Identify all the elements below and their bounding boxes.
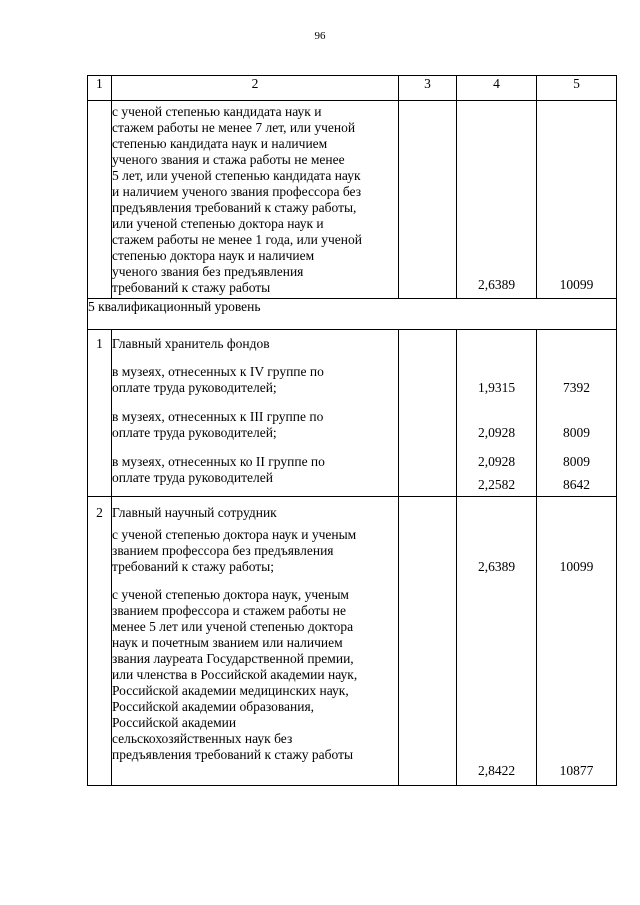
coefficient-value: 1,9315 [477,380,516,395]
header-cell-4: 4 [457,76,537,101]
text-line: званием профессора без предъявления [112,543,334,558]
text-line: званием профессора и стажем работы не [112,603,346,618]
item-title: Главный научный сотрудник [112,505,277,520]
item-description [112,497,399,786]
text-line: Российской академии [112,715,237,730]
text-line: или ученой степенью доктора наук и [112,216,324,231]
text-line: требований к стажу работы; [112,559,274,574]
salary-value: 8009 [563,425,590,440]
coefficient-cell [457,330,537,497]
text-line: или членства в Российской академии наук, [112,667,358,682]
text-line: требований к стажу работы [112,280,271,295]
text-line: степенью кандидата наук и наличием [112,136,328,151]
text-line: с ученой степенью доктора наук и ученым [112,527,357,542]
section-title: 5 квалификационный уровень [88,299,617,330]
text-line: предъявления требований к стажу работы [112,747,354,762]
text-line: стажем работы не менее 1 года, или ученой [112,232,362,247]
item-title: Главный хранитель фондов [112,336,270,351]
salary-value: 7392 [563,380,590,395]
table-row-continuation [88,101,617,299]
continuation-text [112,101,399,299]
text-line: в музеях, отнесенных ко II группе по [112,454,325,469]
text-line: Российской академии образования, [112,699,315,714]
coefficient-cell [457,497,537,786]
text-line: с ученой степенью доктора наук, ученым [112,587,349,602]
coefficient-value: 2,6389 [477,277,516,292]
salary-value: 8009 [563,454,590,469]
text-line: в музеях, отнесенных к IV группе по [112,364,324,379]
text-line: оплате труда руководителей; [112,425,277,440]
coefficient-value: 2,0928 [477,425,516,440]
salary-table [87,75,617,786]
text-line: Российской академии медицинских наук, [112,683,349,698]
salary-value: 10877 [559,763,594,778]
text-line: ученого звания без предъявления [112,264,304,279]
text-line: звания лауреата Государственной премии, [112,651,354,666]
coefficient-value: 2,2582 [477,477,516,492]
text-line: стажем работы не менее 7 лет, или ученой [112,120,356,135]
header-cell-2: 2 [112,76,399,101]
text-line: менее 5 лет или ученой степенью доктора [112,619,354,634]
salary-value: 10099 [559,559,594,574]
text-line: степенью доктора наук и наличием [112,248,315,263]
coefficient-value: 2,8422 [477,763,516,778]
salary-value: 8642 [563,477,590,492]
table-row-item-2 [88,497,617,786]
text-line: в музеях, отнесенных к III группе по [112,409,324,424]
item-number: 1 [88,330,112,497]
text-line: наук и почетным званием или наличием [112,635,343,650]
header-cell-5: 5 [537,76,617,101]
text-line: оплате труда руководителей [112,470,273,485]
salary-cell [537,330,617,497]
text-line: оплате труда руководителей; [112,380,277,395]
text-line: с ученой степенью кандидата наук и [112,104,322,119]
salary-cell [537,101,617,299]
section-row [88,299,617,330]
header-cell-3: 3 [399,76,457,101]
item-description [112,330,399,497]
text-line: сельскохозяйственных наук без [112,731,293,746]
page-number: 96 [314,30,326,42]
coefficient-value: 2,6389 [477,559,516,574]
item-number: 2 [88,497,112,786]
text-line: и наличием ученого звания профессора без [112,184,362,199]
coefficient-cell [457,101,537,299]
text-line: 5 лет, или ученой степенью кандидата наук [112,168,361,183]
salary-value: 10099 [559,277,594,292]
text-line: ученого звания и стажа работы не менее [112,152,345,167]
text-line: предъявления требований к стажу работы, [112,200,357,215]
coefficient-value: 2,0928 [477,454,516,469]
table-row-item-1 [88,330,617,497]
salary-cell [537,497,617,786]
table-header-row [88,76,617,101]
header-cell-1: 1 [88,76,112,101]
